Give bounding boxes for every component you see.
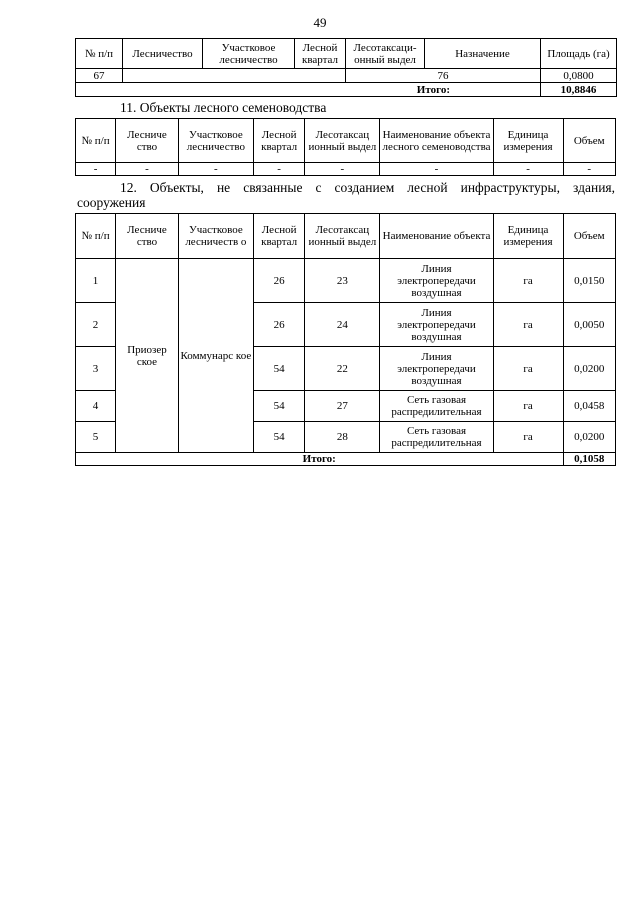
section-11-title: 11. Объекты лесного семеноводства	[120, 100, 327, 115]
header-cell: Лесничество	[123, 39, 203, 69]
header-cell: Наименование объекта лесного семеноводства	[380, 119, 493, 163]
header-cell: Лесниче ство	[116, 119, 179, 163]
object-name-cell: Сеть газовая распредилительная	[380, 422, 493, 453]
header-cell: Участковое лесничеств о	[178, 214, 253, 259]
header-cell: Площадь (га)	[541, 39, 617, 69]
table-header-row	[76, 39, 617, 69]
header-cell: № п/п	[76, 214, 116, 259]
object-name-cell: Сеть газовая распредилительная	[380, 391, 493, 422]
vydel-cell: 23	[305, 259, 380, 303]
row-number-cell: 1	[76, 259, 116, 303]
header-cell: Назначение	[425, 39, 541, 69]
total-value: 10,8846	[541, 83, 617, 97]
volume-cell: 0,0200	[563, 347, 616, 391]
total-row	[76, 453, 616, 466]
header-cell: Объем	[563, 214, 616, 259]
table-cell: -	[305, 163, 380, 176]
vydel-cell: 24	[305, 303, 380, 347]
table-row	[76, 259, 616, 303]
total-row	[76, 83, 617, 97]
section-12-title-line1: 12. Объекты, не связанные с созданием лесной инфраструктуры, здания,	[120, 180, 615, 195]
section-12-title	[77, 180, 615, 210]
volume-cell: 0,0200	[563, 422, 616, 453]
volume-cell: 0,0050	[563, 303, 616, 347]
header-cell: Лесной квартал	[253, 119, 304, 163]
local-forestry-cell: Коммунарс кое	[178, 259, 253, 453]
header-cell: Единица измерения	[493, 214, 563, 259]
table-cell: -	[380, 163, 493, 176]
row-number-cell: 5	[76, 422, 116, 453]
vydel-cell: 22	[305, 347, 380, 391]
table-cell: -	[563, 163, 616, 176]
volume-cell: 0,0458	[563, 391, 616, 422]
kvartal-cell: 54	[253, 391, 304, 422]
header-cell: Наименование объекта	[380, 214, 493, 259]
row-number-cell: 4	[76, 391, 116, 422]
header-cell: № п/п	[76, 39, 123, 69]
header-cell: Единица измерения	[493, 119, 563, 163]
unit-cell: га	[493, 259, 563, 303]
table-cell: -	[76, 163, 116, 176]
header-cell: Участковое лесничество	[203, 39, 295, 69]
header-cell: Лесотаксац ионный выдел	[305, 119, 380, 163]
forestry-cell: Приозер ское	[116, 259, 179, 453]
area-cell: 0,0800	[541, 69, 617, 83]
kvartal-cell: 54	[253, 347, 304, 391]
total-label: Итого:	[76, 453, 564, 466]
unit-cell: га	[493, 391, 563, 422]
unit-cell: га	[493, 303, 563, 347]
header-cell: Участковое лесничество	[178, 119, 253, 163]
object-name-cell: Линия электропередачи воздушная	[380, 303, 493, 347]
kvartal-cell: 54	[253, 422, 304, 453]
table-header-row	[76, 119, 616, 163]
header-cell: Лесотаксац ионный выдел	[305, 214, 380, 259]
table-cell: -	[116, 163, 179, 176]
non-infrastructure-objects-table	[75, 213, 616, 466]
header-cell: Лесной квартал	[253, 214, 304, 259]
kvartal-cell: 26	[253, 259, 304, 303]
vydel-cell: 27	[305, 391, 380, 422]
row-number-cell: 2	[76, 303, 116, 347]
kvartal-cell: 26	[253, 303, 304, 347]
seed-objects-table	[75, 118, 616, 176]
object-name-cell: Линия электропередачи воздушная	[380, 347, 493, 391]
table-row	[76, 163, 616, 176]
vydel-cell: 76	[346, 69, 541, 83]
section-12-title-line2: сооружения	[77, 195, 146, 210]
header-cell: № п/п	[76, 119, 116, 163]
merged-empty-cell	[123, 69, 346, 83]
row-number-cell: 67	[76, 69, 123, 83]
forest-area-table	[75, 38, 617, 97]
header-cell: Лесной квартал	[295, 39, 346, 69]
vydel-cell: 28	[305, 422, 380, 453]
object-name-cell: Линия электропередачи воздушная	[380, 259, 493, 303]
table-cell: -	[493, 163, 563, 176]
unit-cell: га	[493, 422, 563, 453]
table-cell: -	[178, 163, 253, 176]
row-number-cell: 3	[76, 347, 116, 391]
header-cell: Лесниче ство	[116, 214, 179, 259]
table-header-row	[76, 214, 616, 259]
total-label: Итого:	[76, 83, 541, 97]
total-value: 0,1058	[563, 453, 616, 466]
unit-cell: га	[493, 347, 563, 391]
table-cell: -	[253, 163, 304, 176]
header-cell: Объем	[563, 119, 616, 163]
page-number: 49	[313, 15, 327, 30]
volume-cell: 0,0150	[563, 259, 616, 303]
table-row	[76, 69, 617, 83]
header-cell: Лесотаксаци-онный выдел	[346, 39, 425, 69]
